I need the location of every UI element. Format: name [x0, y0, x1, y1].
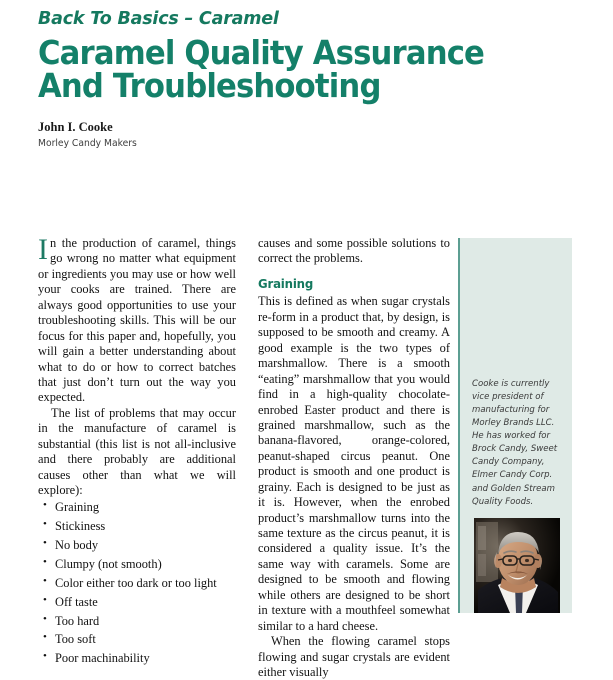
body-column-right: [258, 236, 450, 680]
problem-bullet-list: [38, 498, 236, 668]
author-bio-text: Cooke is currently vice president of manufacturing for Morley Brands LLC. He has worked for Brock Candy, Sweet Candy Company, Elmer Candy Corp. and Golden Stream Quality Foods.: [472, 378, 558, 507]
article-masthead: [38, 9, 485, 105]
section-heading-graining: Graining: [258, 275, 314, 291]
list-item: • No body: [38, 536, 236, 555]
article-kicker: Back To Basics – Caramel: [38, 9, 279, 29]
byline-organization: Morley Candy Makers: [38, 138, 137, 149]
author-portrait-photo: [474, 518, 560, 613]
article-byline: [38, 120, 145, 150]
byline-author-name: John I. Cooke: [38, 120, 113, 134]
right-paragraph-1: causes and some possible solutions to correct the problems.: [258, 236, 450, 266]
article-headline: [38, 33, 485, 105]
left-paragraph-1-text: n the production of caramel, things go wrong no matter what equipment or ingredients you may use or how well your cooks are trained. There are always good opportunities to use your troubleshooting skills. This will be our focus for this paper and, hopefully, you will gain a better understanding about what to do or how to correct batches that just don’t turn out the way you expected.: [38, 236, 236, 405]
right-paragraph-3: When the flowing caramel stops flowing and sugar crystals are evident either visually: [258, 634, 450, 679]
list-item: • Too soft: [38, 630, 236, 649]
headline-line-2: And Troubleshooting: [38, 65, 381, 105]
list-item: • Graining: [38, 498, 236, 517]
list-item: • Poor machinability: [38, 649, 236, 668]
headline-line-1: Caramel Quality Assurance: [38, 33, 485, 73]
list-item: • Stickiness: [38, 517, 236, 536]
list-item: • Clumpy (not smooth): [38, 555, 236, 574]
right-paragraph-2: This is defined as when sugar crystals re-form in a product that, by design, is supposed to be smooth and creamy. A good example is the two types of marshmallow. There is a smooth “eating” marshmallow that you would find in a high-quality chocolate-enrobed Easter product and there is grained marshmallow, such as the banana-flavored, orange-colored, peanut-shaped circus peanut. One product is smooth and one product is grainy. Each is designed to be just as it is. However, when the enrobed product’s marshmallow turns into the same texture as the circus peanut, it is considered a quality issue. It’s the same way with caramels. Some are designed to be smooth and flowing while others are designed to be short in texture with a mouthfeel somewhat similar to a hard cheese.: [258, 294, 450, 633]
body-column-left: [38, 233, 236, 668]
left-paragraph-1: [38, 233, 236, 406]
left-paragraph-2: The list of problems that may occur in the manufacture of caramel is substantial (this list is not all-inclusive and there probably are additional causes other than what we will explore):: [38, 405, 236, 497]
portrait-image: [474, 518, 560, 613]
list-item: • Off taste: [38, 593, 236, 612]
list-item: • Too hard: [38, 612, 236, 631]
drop-cap-letter: I: [38, 233, 48, 266]
list-item: • Color either too dark or too light: [38, 574, 236, 593]
author-sidebar: [458, 238, 572, 613]
